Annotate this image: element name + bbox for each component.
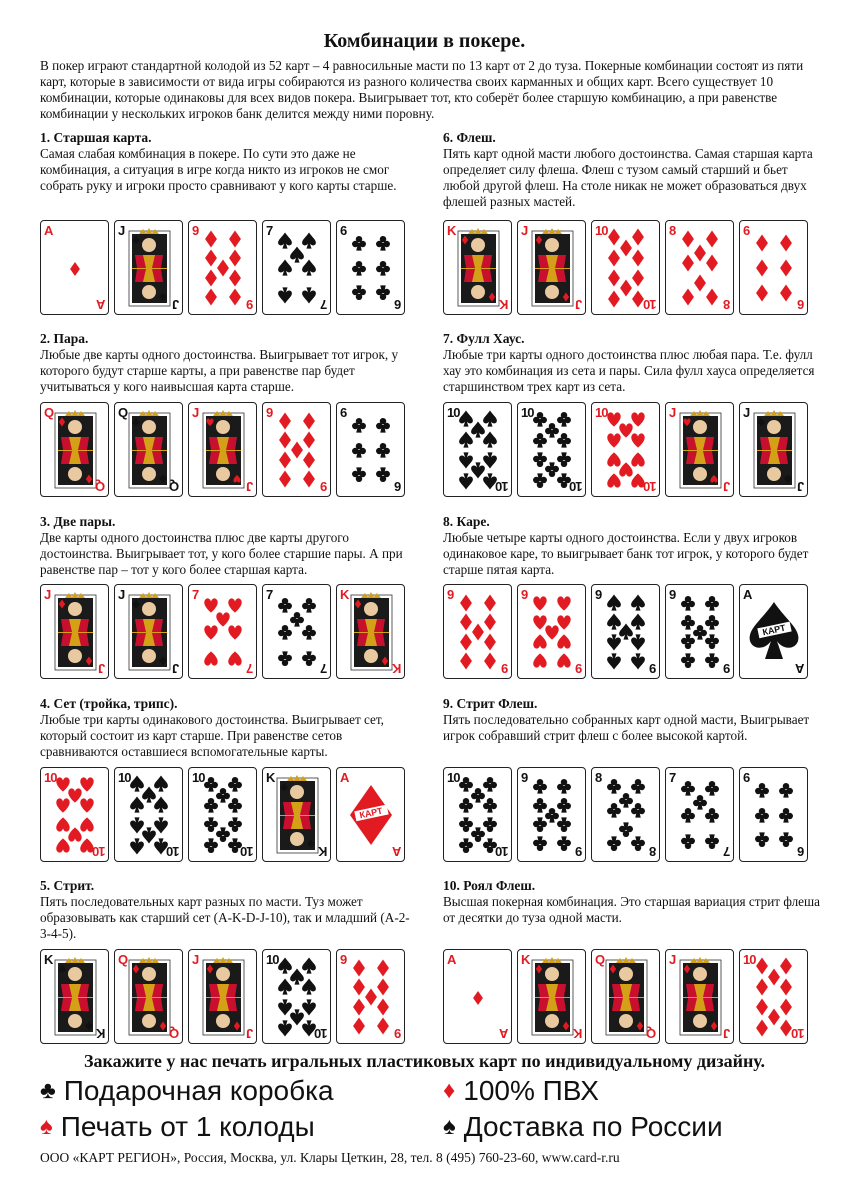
section-description: Пять последовательно собранных карт одной масти, Выигрывает игрок собравший стрит флеш с более высокой картой. — [443, 712, 810, 743]
card-rank: 7 — [266, 587, 273, 602]
card-rank: 9 — [340, 952, 347, 967]
card-rank: 6 — [340, 405, 347, 420]
card-rank: 10 — [595, 405, 608, 420]
card-row — [40, 949, 410, 1046]
card-rank: K — [447, 223, 456, 238]
playing-card-10-club — [443, 767, 512, 862]
playing-card-A-diamond — [336, 767, 405, 862]
svg-text:КАРТ: КАРТ — [761, 622, 787, 638]
playing-card-K-diamond — [443, 220, 512, 315]
card-rank: Q — [118, 405, 128, 420]
card-rank: 6 — [797, 844, 804, 859]
combo-pair — [40, 331, 420, 395]
playing-card-A-diamond — [443, 949, 512, 1044]
combo-high-card — [40, 130, 420, 194]
card-rank: J — [118, 587, 125, 602]
card-rank: 6 — [394, 479, 401, 494]
card-rank: J — [192, 952, 199, 967]
playing-card-9-diamond — [262, 402, 331, 497]
card-rank: Q — [169, 1026, 179, 1041]
playing-card-6-club — [336, 220, 405, 315]
company-footer: ООО «КАРТ РЕГИОН», Россия, Москва, ул. Клары Цеткин, 28, тел. 8 (495) 760-23-60, www.card-r.ru — [40, 1150, 620, 1165]
card-rank: J — [521, 223, 528, 238]
playing-card-J-spade — [739, 402, 808, 497]
card-rank: J — [723, 1026, 730, 1041]
card-rank: A — [743, 587, 752, 602]
section-title: 2. Пара. — [40, 331, 89, 346]
card-rank: 10 — [118, 770, 131, 785]
card-rank: Q — [169, 479, 179, 494]
card-rank: K — [392, 661, 401, 676]
card-rank: 10 — [447, 405, 460, 420]
playing-card-10-diamond — [739, 949, 808, 1044]
card-rank: 6 — [743, 223, 750, 238]
card-rank: 10 — [192, 770, 205, 785]
card-rank: 8 — [669, 223, 676, 238]
card-rank: 9 — [246, 297, 253, 312]
playing-card-9-diamond — [443, 584, 512, 679]
playing-card-6-club — [336, 402, 405, 497]
card-rank: 10 — [266, 952, 279, 967]
card-rank: 10 — [44, 770, 57, 785]
card-rank: 9 — [521, 587, 528, 602]
section-description: Любые три карты одинакового достоинства. Выигрывает сет, который состоит из карт старше. При равенстве сетов сравниваются оставшиеся вспомогательные карты. — [40, 712, 384, 759]
section-description: Пять последовательных карт разных по масти. Туз может образовывать как старший сет (A-K-D-J-10), так и младший (A-2-3-4-5). — [40, 894, 410, 941]
playing-card-Q-diamond — [40, 402, 109, 497]
playing-card-10-diamond — [591, 220, 660, 315]
card-rank: 8 — [649, 844, 656, 859]
card-rank: J — [98, 661, 105, 676]
section-description: Любые две карты одного достоинства. Выигрывает тот игрок, у которого будут старше карты, а при равенстве пар будет учитываться у кого наивысшая карта старше. — [40, 347, 399, 394]
card-rank: 9 — [320, 479, 327, 494]
section-description: Пять карт одной масти любого достоинства. Самая старшая карта определяет силу флеша. Флеш с тузом самый старший и бьет любой другой флеш. На столе никак не может образоваться двух флешей разных мастей. — [443, 146, 813, 209]
playing-card-9-club — [665, 584, 734, 679]
playing-card-J-diamond — [188, 949, 257, 1044]
card-rank: J — [723, 479, 730, 494]
card-rank: J — [246, 479, 253, 494]
combo-royal-flush — [443, 878, 823, 926]
playing-card-Q-club — [114, 402, 183, 497]
card-rank: A — [499, 1026, 508, 1041]
card-rank: Q — [118, 952, 128, 967]
card-rank: 10 — [521, 405, 534, 420]
section-title: 9. Стрит Флеш. — [443, 696, 538, 711]
card-row — [443, 220, 813, 317]
section-title: 6. Флеш. — [443, 130, 496, 145]
playing-card-7-club — [262, 584, 331, 679]
playing-card-7-club — [665, 767, 734, 862]
card-rank: A — [447, 952, 456, 967]
playing-card-9-club — [517, 767, 586, 862]
card-rank: 9 — [501, 661, 508, 676]
spade-icon-red: ♠ — [40, 1113, 53, 1140]
card-rank: 10 — [447, 770, 460, 785]
card-rank: J — [669, 952, 676, 967]
svg-text:КАРТ: КАРТ — [358, 805, 384, 821]
card-rank: 9 — [649, 661, 656, 676]
playing-card-9-diamond — [188, 220, 257, 315]
intro-paragraph: В покер играют стандартной колодой из 52 карт – 4 равносильные масти по 13 карт от 2 до туза. Покерные комбинации состоят из пяти карт, которые в зависимости от вида игры собираются из разного количества своих карманных и общих карт. Всего существует 10 комбинации, которые одинаковы для всех видов покера. Выигрывает тот, кто соберёт более старшую комбинацию, а при равенстве комбинации у нескольких игроков банк делится между ними поровну. — [40, 58, 804, 121]
card-rank: Q — [595, 952, 605, 967]
card-row — [443, 949, 813, 1046]
playing-card-7-spade — [262, 220, 331, 315]
playing-card-J-diamond — [517, 220, 586, 315]
card-rank: 7 — [320, 297, 327, 312]
card-rank: 7 — [192, 587, 199, 602]
playing-card-6-diamond — [739, 220, 808, 315]
playing-card-J-heart — [665, 402, 734, 497]
promo-delivery — [443, 1112, 723, 1142]
section-title: 7. Фулл Хаус. — [443, 331, 525, 346]
promo-text: Печать от 1 колоды — [60, 1111, 315, 1142]
section-description: Любые три карты одного достоинства плюс любая пара. Т.е. фулл хау это комбинация из сета и пары. Сила фулл хауса определяется старшинством трех карт из сета. — [443, 347, 815, 394]
playing-card-9-diamond — [336, 949, 405, 1044]
card-rank: J — [172, 297, 179, 312]
card-rank: K — [318, 844, 327, 859]
playing-card-8-club — [591, 767, 660, 862]
club-icon: ♣ — [40, 1077, 56, 1104]
card-rank: J — [743, 405, 750, 420]
card-rank: J — [797, 479, 804, 494]
playing-card-J-diamond — [665, 949, 734, 1044]
playing-card-J-club — [114, 584, 183, 679]
card-rank: 7 — [320, 661, 327, 676]
page-title: Комбинации в покере. — [323, 30, 526, 52]
card-rank: 10 — [314, 1026, 327, 1041]
promo-text: Подарочная коробка — [63, 1075, 334, 1106]
card-rank: 10 — [495, 479, 508, 494]
section-title: 1. Старшая карта. — [40, 130, 152, 145]
combo-four-of-kind — [443, 514, 823, 578]
section-title: 8. Каре. — [443, 514, 490, 529]
card-rank: 10 — [595, 223, 608, 238]
playing-card-K-diamond — [336, 584, 405, 679]
card-rank: Q — [646, 1026, 656, 1041]
card-rank: 9 — [669, 587, 676, 602]
card-rank: K — [573, 1026, 582, 1041]
playing-card-10-club — [517, 402, 586, 497]
card-rank: K — [499, 297, 508, 312]
section-description: Две карты одного достоинства плюс две карты другого достоинства. Выигрывает тот, у кого более старшие пары. А при равенстве пар – тот у кого более старшая карта. — [40, 530, 403, 577]
card-rank: K — [521, 952, 530, 967]
card-rank: 10 — [791, 1026, 804, 1041]
card-rank: A — [392, 844, 401, 859]
spade-icon: ♠ — [443, 1113, 456, 1140]
card-rank: 9 — [192, 223, 199, 238]
card-rank: A — [795, 661, 804, 676]
card-rank: K — [266, 770, 275, 785]
playing-card-10-heart — [591, 402, 660, 497]
card-rank: 7 — [669, 770, 676, 785]
card-rank: 8 — [723, 297, 730, 312]
playing-card-J-heart — [188, 402, 257, 497]
playing-card-6-club — [739, 767, 808, 862]
combo-straight — [40, 878, 420, 942]
card-rank: J — [575, 297, 582, 312]
section-title: 3. Две пары. — [40, 514, 116, 529]
card-rank: 7 — [723, 844, 730, 859]
card-rank: 6 — [743, 770, 750, 785]
card-rank: 10 — [743, 952, 756, 967]
card-rank: J — [172, 661, 179, 676]
section-title: 10. Роял Флеш. — [443, 878, 536, 893]
combo-straight-flush — [443, 696, 823, 744]
section-title: 4. Сет (тройка, трипс). — [40, 696, 178, 711]
playing-card-J-diamond — [40, 584, 109, 679]
diamond-icon: ♦ — [443, 1077, 456, 1104]
playing-card-Q-diamond — [114, 949, 183, 1044]
promo-gift-box — [40, 1076, 334, 1106]
card-rank: 9 — [575, 661, 582, 676]
card-row — [40, 220, 410, 317]
card-rank: 9 — [447, 587, 454, 602]
card-rank: 9 — [723, 661, 730, 676]
combo-two-pairs — [40, 514, 420, 578]
card-rank: J — [246, 1026, 253, 1041]
card-rank: A — [96, 297, 105, 312]
card-rank: Q — [44, 405, 54, 420]
combo-flush — [443, 130, 823, 210]
card-rank: J — [44, 587, 51, 602]
playing-card-K-club — [262, 767, 331, 862]
combo-full-house — [443, 331, 823, 395]
card-rank: K — [96, 1026, 105, 1041]
playing-card-10-heart — [40, 767, 109, 862]
playing-card-K-spade — [40, 949, 109, 1044]
playing-card-J-club — [114, 220, 183, 315]
card-rank: 6 — [340, 223, 347, 238]
card-row — [40, 767, 410, 864]
card-rank: 9 — [521, 770, 528, 785]
card-rank: J — [118, 223, 125, 238]
playing-card-7-heart — [188, 584, 257, 679]
card-rank: 10 — [92, 844, 105, 859]
card-rank: J — [192, 405, 199, 420]
card-rank: 9 — [575, 844, 582, 859]
card-rank: 6 — [797, 297, 804, 312]
card-rank: J — [669, 405, 676, 420]
card-row — [443, 402, 813, 499]
playing-card-10-spade — [114, 767, 183, 862]
card-rank: 10 — [643, 297, 656, 312]
section-title: 5. Стрит. — [40, 878, 95, 893]
card-rank: 9 — [394, 1026, 401, 1041]
card-rank: 6 — [394, 297, 401, 312]
card-rank: A — [44, 223, 53, 238]
card-rank: 10 — [495, 844, 508, 859]
card-rank: 10 — [166, 844, 179, 859]
playing-card-9-spade — [591, 584, 660, 679]
card-rank: 10 — [240, 844, 253, 859]
card-rank: 7 — [246, 661, 253, 676]
combo-set — [40, 696, 420, 760]
card-rank: 10 — [643, 479, 656, 494]
promo-text: Доставка по России — [463, 1111, 723, 1142]
section-description: Любые четыре карты одного достоинства. Если у двух игроков одинаковое каре, то выигрывает банк тот игрок, у которого будет старше пятая карта. — [443, 530, 809, 577]
section-description: Самая слабая комбинация в покере. По сути это даже не комбинация, а ситуация в игре когда никто из игроков не смог собрать руку и игроки просто сравнивают у кого карты старше. — [40, 146, 397, 193]
card-row — [40, 584, 410, 681]
playing-card-K-diamond — [517, 949, 586, 1044]
playing-card-9-heart — [517, 584, 586, 679]
playing-card-A-spade — [739, 584, 808, 679]
playing-card-8-diamond — [665, 220, 734, 315]
playing-card-A-diamond — [40, 220, 109, 315]
card-rank: Q — [95, 479, 105, 494]
playing-card-10-spade — [443, 402, 512, 497]
promo-headline: Закажите у нас печать игральных пластиковых карт по индивидуальному дизайну. — [83, 1051, 766, 1071]
card-rank: 7 — [266, 223, 273, 238]
card-row — [443, 767, 813, 864]
card-row — [40, 402, 410, 499]
card-rank: 9 — [595, 587, 602, 602]
promo-pvc — [443, 1076, 599, 1106]
card-rank: K — [44, 952, 53, 967]
card-row — [443, 584, 813, 681]
playing-card-10-spade — [262, 949, 331, 1044]
card-rank: A — [340, 770, 349, 785]
promo-text: 100% ПВХ — [463, 1075, 599, 1106]
card-rank: 8 — [595, 770, 602, 785]
card-rank: K — [340, 587, 349, 602]
promo-print — [40, 1112, 315, 1142]
section-description: Высшая покерная комбинация. Это старшая вариация стрит флеша от десятки до туза одной масти. — [443, 894, 821, 925]
playing-card-10-club — [188, 767, 257, 862]
card-rank: 9 — [266, 405, 273, 420]
playing-card-Q-diamond — [591, 949, 660, 1044]
card-rank: 10 — [569, 479, 582, 494]
